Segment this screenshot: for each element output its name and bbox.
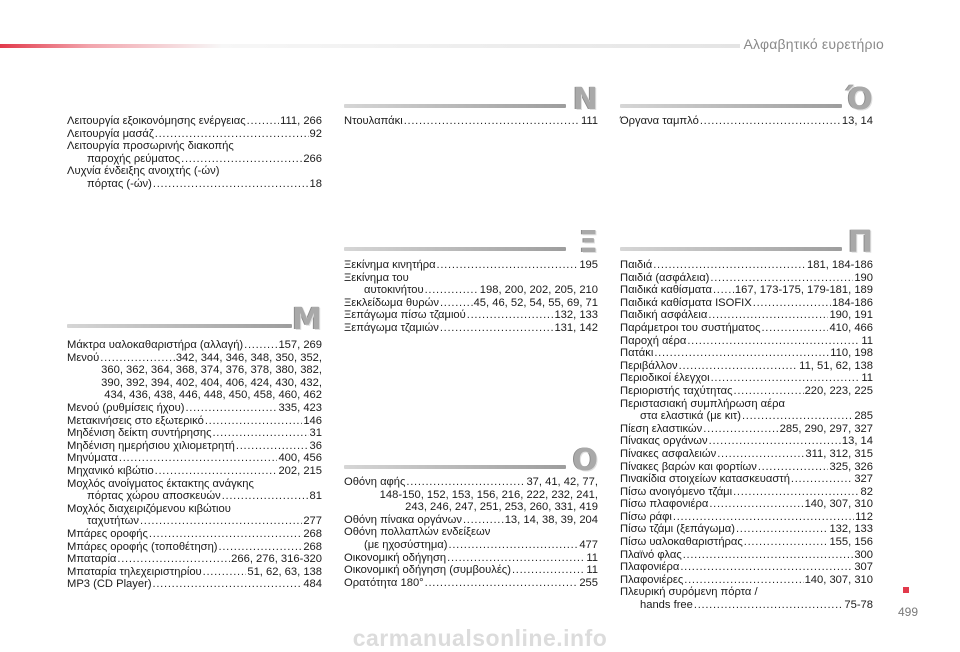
leader-dots (713, 284, 734, 297)
entry-term: παροχής ρεύματος (87, 152, 181, 165)
index-entry (344, 476, 598, 489)
letter-bar (620, 104, 842, 108)
watermark: carmanualsonline.info (352, 625, 608, 651)
letter-heading-xi (344, 219, 598, 259)
entry-term: Όργανα ταμπλό (620, 115, 699, 127)
entry-term: Πίνακες ασφαλειών (620, 447, 717, 460)
entry-term: Παράμετροι του συστήματος (620, 321, 761, 334)
index-entry (620, 599, 873, 612)
entry-term: Μενού (67, 351, 100, 364)
index-entry (344, 297, 598, 310)
index-entry-line: Λειτουργία προσωρινής διακοπής (67, 140, 234, 153)
index-col3-group1 (620, 115, 873, 128)
entry-term: ταχυτήτων (87, 515, 139, 528)
letter-bar (67, 324, 292, 328)
index-entry (67, 465, 322, 478)
index-entry (67, 427, 322, 440)
entry-term: Οθόνη αφής (344, 476, 406, 488)
entry-pages: 11 (861, 372, 873, 385)
entry-pages: 195 (579, 259, 598, 271)
index-entry-line: Μοχλός ανοίγματος έκτακτης ανάγκης (67, 477, 254, 490)
entry-term: Πίνακες βαρών και φορτίων (620, 460, 757, 473)
index-entry (620, 372, 873, 385)
entry-term: Περιοριστής ταχύτητας (620, 384, 733, 397)
leader-dots (153, 178, 309, 191)
letter-o: O (572, 443, 598, 478)
index-entry (67, 541, 322, 554)
leader-dots (117, 553, 230, 566)
index-entry (620, 272, 873, 285)
leader-dots (185, 402, 277, 415)
leader-dots (654, 347, 829, 360)
entry-term: στα ελαστικά (με κιτ) (640, 410, 741, 423)
index-entry (620, 360, 873, 373)
entry-term: Οθόνη πίνακα οργάνων (344, 513, 462, 526)
entry-pages: 11, 51, 62, 138 (799, 359, 873, 372)
leader-dots (155, 128, 309, 141)
entry-pages: 190, 191 (829, 309, 873, 322)
index-col1-group2 (67, 339, 322, 591)
leader-dots (687, 335, 860, 348)
index-entry (344, 115, 598, 128)
entry-pages: 132, 133 (829, 523, 873, 536)
index-entry (620, 561, 873, 574)
leader-dots (680, 561, 853, 574)
entry-pages: 13, 14 (841, 115, 873, 127)
index-entry (67, 566, 322, 579)
entry-pages: 335, 423 (278, 401, 322, 414)
entry-term: Παιδική ασφάλεια (620, 309, 708, 322)
letter-bar (344, 465, 566, 469)
letter-heading-m (67, 296, 322, 336)
entry-term: Οικονομική οδήγηση (συμβουλές) (344, 564, 511, 577)
entry-term: Μενού (ρυθμίσεις ήχου) (67, 401, 185, 414)
index-entry (620, 309, 873, 322)
entry-pages: 155, 156 (829, 536, 873, 549)
entry-pages: 131, 142 (554, 321, 598, 334)
index-entry (67, 578, 322, 591)
index-entry-line: Ξεκίνημα του (344, 271, 409, 284)
entry-pages: 11 (586, 551, 598, 564)
index-entry-line: Οθόνη πολλαπλών ενδείξεων (344, 526, 491, 539)
entry-term: Μηχανικό κιβώτιο (67, 464, 154, 477)
index-entry (620, 385, 873, 398)
entry-term: αυτοκινήτου (364, 284, 424, 297)
entry-pages: 300 (854, 548, 873, 561)
index-entry (620, 448, 873, 461)
entry-pages: 112 (855, 510, 873, 523)
leader-dots (734, 385, 804, 398)
page-title: Αλφαβητικό ευρετήριο (743, 36, 884, 52)
entry-term: Παιδικά καθίσματα ISOFIX (620, 296, 752, 309)
leader-dots (467, 309, 554, 322)
entry-pages: 13, 14 (841, 435, 873, 448)
entry-term: Οικονομική οδήγηση (344, 551, 447, 564)
leader-dots (791, 473, 853, 486)
entry-pages: 266 (303, 152, 322, 165)
leader-dots (222, 490, 309, 503)
entry-pages-continued: 434, 436, 438, 446, 448, 450, 458, 460, 462 (104, 389, 322, 402)
entry-pages: 220, 223, 225 (804, 384, 873, 397)
index-entry (67, 515, 322, 528)
entry-term: Μπαταρία τηλεχειριστηρίου (67, 565, 202, 578)
leader-dots (205, 415, 303, 428)
index-entry (620, 259, 873, 272)
leader-dots (753, 297, 831, 310)
index-col3-group2 (620, 259, 873, 612)
index-entry (344, 322, 598, 335)
leader-dots (744, 536, 829, 549)
entry-term: Πίεση ελαστικών (620, 422, 703, 435)
entry-pages: 268 (303, 527, 322, 540)
letter-heading-o-tonos (620, 76, 873, 116)
leader-dots (149, 528, 302, 541)
leader-dots (425, 284, 479, 297)
index-entry-line: Περιστασιακή συμπλήρωση αέρα (620, 397, 785, 410)
entry-pages: 285, 290, 297, 327 (779, 422, 873, 435)
entry-pages: 146 (303, 414, 322, 427)
letter-bar (620, 247, 842, 251)
index-entry (620, 486, 873, 499)
index-entry (67, 440, 322, 453)
entry-term: Πίσω πλαφονιέρα (620, 498, 709, 511)
leader-dots (711, 372, 861, 385)
leader-dots (733, 486, 859, 499)
index-entry (620, 284, 873, 297)
index-col1-group1 (67, 115, 322, 191)
entry-term: Μπάρες οροφής (τοποθέτηση) (67, 540, 218, 553)
entry-term: Παροχή αέρα (620, 334, 687, 347)
entry-term: Μπαταρία (67, 553, 117, 566)
entry-pages: 268 (303, 540, 322, 553)
index-entry (67, 352, 322, 365)
leader-dots (247, 115, 279, 128)
entry-pages: 198, 200, 202, 205, 210 (479, 284, 598, 297)
entry-pages: 82 (860, 485, 873, 498)
letter-heading-o (344, 437, 598, 477)
entry-term: Μηδένιση ημερήσιου χιλιομετρητή (67, 439, 235, 452)
entry-pages: 325, 326 (829, 460, 873, 473)
entry-term: Παιδιά (ασφάλεια) (620, 271, 710, 284)
entry-pages: 342, 344, 346, 348, 350, 352, (175, 351, 322, 364)
index-entry (620, 523, 873, 536)
entry-pages: 400, 456 (278, 452, 322, 465)
letter-xi: Ξ (579, 225, 598, 260)
entry-pages: 327 (854, 473, 873, 486)
leader-dots (679, 360, 799, 373)
letter-heading-n (344, 76, 598, 116)
entry-pages: 311, 312, 315 (805, 447, 873, 460)
index-entry (67, 339, 322, 352)
index-entry (344, 539, 598, 552)
entry-term: πόρτας χώρου αποσκευών (87, 490, 221, 503)
page-number: 499 (898, 605, 919, 619)
leader-dots (404, 115, 580, 128)
leader-dots (708, 309, 828, 322)
index-entry (67, 490, 322, 503)
entry-term: Ξεπάγωμα πίσω τζαμιού (344, 309, 466, 322)
entry-pages: 266, 276, 316-320 (231, 553, 322, 566)
entry-pages: 184-186 (831, 296, 873, 309)
index-entry (620, 297, 873, 310)
leader-dots (181, 153, 302, 166)
index-entry (620, 423, 873, 436)
index-entry (67, 553, 322, 566)
index-entry (620, 115, 873, 128)
entry-pages: 285 (854, 410, 873, 423)
entry-term: Μάκτρα υαλοκαθαριστήρα (αλλαγή) (67, 339, 244, 351)
index-entry (67, 115, 322, 128)
index-col2-group3 (344, 476, 598, 589)
leader-dots (684, 574, 803, 587)
leader-dots (203, 566, 247, 579)
page-header (0, 0, 960, 52)
index-entry-line: Πλευρική συρόμενη πόρτα / (620, 586, 758, 599)
index-col2-group2 (344, 259, 598, 335)
leader-dots (709, 498, 803, 511)
letter-o-tonos: Ό (846, 82, 873, 117)
entry-term: Ξεκλείδωμα θυρών (344, 296, 439, 309)
index-entry (344, 577, 598, 590)
entry-term: Πλαϊνό φλας (620, 548, 682, 561)
leader-dots (140, 515, 302, 528)
leader-dots (155, 465, 278, 478)
leader-dots (710, 272, 853, 285)
index-entry (620, 498, 873, 511)
entry-pages: 11 (586, 564, 598, 577)
entry-term: (με ηχοσύστημα) (364, 538, 448, 551)
entry-term: Μηνύματα (67, 452, 118, 465)
index-entry (67, 153, 322, 166)
index-entry (67, 178, 322, 191)
leader-dots (758, 461, 829, 474)
entry-pages: 277 (303, 515, 322, 528)
entry-term: Μηδένιση δείκτη συντήρησης (67, 427, 212, 440)
leader-dots (683, 549, 854, 562)
index-entry (620, 549, 873, 562)
entry-term: MP3 (CD Player) (67, 578, 152, 591)
leader-dots (406, 476, 525, 489)
entry-pages-continued: 148-150, 152, 153, 156, 216, 222, 232, 241, (379, 488, 598, 501)
leader-dots (761, 322, 828, 335)
entry-pages: 45, 46, 52, 54, 55, 69, 71 (473, 296, 598, 309)
index-entry (344, 259, 598, 272)
entry-term: Ξεπάγωμα τζαμιών (344, 321, 439, 334)
entry-term: Μπάρες οροφής (67, 527, 148, 540)
index-col2-group1 (344, 115, 598, 128)
header-accent-line (0, 44, 740, 48)
entry-pages: 410, 466 (829, 321, 873, 334)
entry-pages: 11 (861, 334, 873, 347)
letter-heading-pi (620, 219, 873, 259)
index-entry (344, 284, 598, 297)
index-entry (620, 347, 873, 360)
entry-term: Περιοδικοί έλεγχοι (620, 372, 710, 385)
leader-dots (449, 539, 579, 552)
leader-dots (244, 339, 277, 352)
entry-pages-continued: 243, 246, 247, 251, 253, 260, 331, 419 (405, 501, 598, 514)
entry-pages: 181, 184-186 (807, 259, 873, 271)
index-entry (620, 410, 873, 423)
entry-pages: 484 (303, 578, 322, 591)
leader-dots (425, 577, 579, 590)
letter-n: N (572, 82, 598, 117)
entry-pages: 111 (580, 115, 598, 127)
letter-pi: Π (847, 225, 873, 260)
entry-pages: 111, 266 (280, 115, 322, 127)
entry-term: Λειτουργία εξοικονόμησης ενέργειας (67, 115, 246, 127)
index-entry (620, 511, 873, 524)
index-entry (344, 309, 598, 322)
entry-pages: 202, 215 (278, 464, 322, 477)
entry-pages: 140, 307, 310 (804, 573, 873, 586)
entry-pages: 157, 269 (278, 339, 322, 351)
entry-pages: 18 (309, 177, 322, 190)
entry-term: Παιδικά καθίσματα (620, 284, 712, 297)
index-entry (344, 552, 598, 565)
index-entry (67, 128, 322, 141)
index-entry-line: Μοχλός διαχειριζόμενου κιβώτιου (67, 502, 231, 515)
page-marker (903, 587, 909, 593)
entry-term: Πινακίδια στοιχείων κατασκευαστή (620, 473, 790, 486)
entry-term: hands free (640, 599, 693, 612)
leader-dots (742, 410, 853, 423)
leader-dots (653, 259, 806, 272)
entry-pages: 110, 198 (830, 347, 873, 360)
entry-term: Λειτουργία μασάζ (67, 127, 154, 140)
entry-pages: 37, 41, 42, 77, (526, 476, 598, 488)
index-entry (344, 514, 598, 527)
index-entry (620, 335, 873, 348)
entry-pages-continued: 360, 362, 364, 368, 374, 376, 378, 380, 382, (101, 364, 322, 377)
entry-pages: 75-78 (844, 599, 873, 612)
index-entry (67, 415, 322, 428)
entry-term: Ξεκίνημα κινητήρα (344, 259, 436, 271)
entry-pages: 92 (309, 127, 322, 140)
leader-dots (212, 427, 308, 440)
leader-dots (463, 514, 504, 527)
index-entry (620, 435, 873, 448)
letter-m: M (292, 302, 322, 337)
leader-dots (703, 423, 778, 436)
leader-dots (440, 297, 473, 310)
letter-bar (344, 104, 566, 108)
entry-term: Ορατότητα 180° (344, 576, 424, 589)
leader-dots (447, 552, 585, 565)
entry-pages-continued: 390, 392, 394, 402, 404, 406, 424, 430, 432, (101, 376, 322, 389)
index-entry (344, 564, 598, 577)
leader-dots (119, 452, 278, 465)
entry-term: Περιβάλλον (620, 359, 678, 372)
leader-dots (700, 115, 841, 128)
index-entry-line: Λυχνία ένδειξης ανοιχτής (-ών) (67, 165, 220, 178)
letter-bar (344, 247, 566, 251)
leader-dots (219, 541, 303, 554)
entry-term: Παιδιά (620, 259, 653, 271)
entry-pages: 307 (854, 561, 873, 574)
index-entry (620, 461, 873, 474)
leader-dots (673, 511, 854, 524)
leader-dots (709, 435, 841, 448)
entry-pages: 132, 133 (554, 309, 598, 322)
entry-term: Πλαφονιέρα (620, 561, 680, 574)
index-entry (620, 574, 873, 587)
entry-pages: 31 (309, 427, 322, 440)
entry-pages: 51, 62, 63, 138 (247, 565, 322, 578)
entry-term: Μετακινήσεις στο εξωτερικό (67, 414, 204, 427)
entry-pages: 477 (579, 538, 598, 551)
leader-dots (236, 440, 309, 453)
entry-pages: 190 (854, 271, 873, 284)
entry-pages: 167, 173-175, 179-181, 189 (734, 284, 873, 297)
leader-dots (694, 599, 844, 612)
index-entry (620, 536, 873, 549)
entry-term: Πλαφονιέρες (620, 573, 684, 586)
leader-dots (736, 523, 828, 536)
entry-pages: 36 (309, 439, 322, 452)
entry-term: Πατάκι (620, 347, 654, 360)
entry-term: Πίνακας οργάνων (620, 435, 708, 448)
entry-term: Πίσω τζάμι (ξεπάγωμα) (620, 523, 735, 536)
entry-term: Πίσω ανοιγόμενο τζάμι (620, 485, 733, 498)
index-entry (620, 322, 873, 335)
leader-dots (717, 448, 804, 461)
entry-term: πόρτας (-ών) (87, 177, 152, 190)
entry-term: Πίσω ράφι (620, 510, 672, 523)
entry-pages: 255 (579, 576, 598, 589)
index-entry (67, 452, 322, 465)
entry-term: Ντουλαπάκι (344, 115, 403, 127)
leader-dots (100, 352, 175, 365)
index-entry (67, 528, 322, 541)
leader-dots (437, 259, 579, 272)
index-entry (620, 473, 873, 486)
entry-term: Πίσω υαλοκαθαριστήρας (620, 536, 743, 549)
leader-dots (153, 578, 303, 591)
index-entry (67, 402, 322, 415)
entry-pages: 81 (309, 490, 322, 503)
entry-pages: 13, 14, 38, 39, 204 (504, 513, 598, 526)
entry-pages: 140, 307, 310 (804, 498, 873, 511)
leader-dots (512, 564, 585, 577)
leader-dots (440, 322, 554, 335)
